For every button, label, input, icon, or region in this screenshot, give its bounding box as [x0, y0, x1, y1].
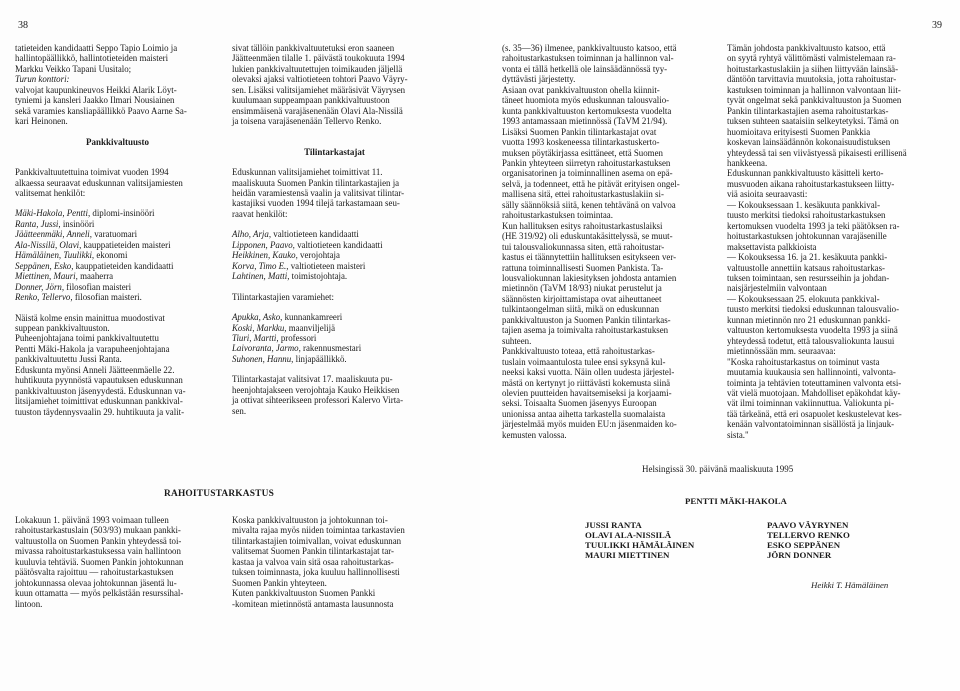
- text-line: päätösvalta rajoittuu — rahoitustarkastuksen: [15, 567, 174, 578]
- auditor-line: [232, 271, 437, 281]
- closing-line: pankkivaltuuston jäsenyydestä. Eduskunnan va-: [15, 385, 186, 396]
- left-column-1: [15, 43, 220, 417]
- text-line: kunta pankkivaltuuston kertomuksesta vuodelta: [502, 105, 672, 116]
- closing-line: heenjohtajakseen verojohtaja Kauko Heikkisen: [232, 384, 400, 395]
- person-title: professori: [278, 332, 317, 343]
- text-line: kastaa ja valvoa vain sitä osaa rahoitustarkas-: [232, 556, 394, 567]
- spacer: [232, 157, 437, 167]
- text-line: tilintarkastajien toimivallan, voivat eduskunnan: [232, 535, 402, 546]
- text-line: kertomuksen vuodelta 1993 ja teki päätöksen ra-: [727, 220, 900, 231]
- text-line: säännösten kirjoittamistapa ovat aiheuttaneet: [502, 293, 662, 304]
- body-line: maaliskuuta Suomen Pankin tilintarkastajien ja: [232, 177, 400, 188]
- text-line: mallisena sitä, ettei rahoitustarkastuslakiin si-: [502, 189, 664, 200]
- person-name: Alho, Arja,: [232, 229, 272, 240]
- member-line: [15, 282, 220, 292]
- text-line: hoitustarkastuslakiin ja siihen liittyvään lainsää-: [727, 63, 899, 74]
- spacer: [232, 302, 437, 312]
- auditor-line: [232, 261, 437, 271]
- countersignature: Heikki T. Hämäläinen: [811, 580, 889, 590]
- text-line: tuusto merkitsi tiedoksi eduskunnan talousvalio-: [727, 304, 900, 315]
- member-line: [15, 240, 220, 250]
- text-line: valtuustolla on Suomen Pankin yhteydessä toi-: [15, 535, 182, 546]
- text-line: tuslain voimaantulosta tulee ensi syksynä kul-: [502, 356, 666, 367]
- text-line: mietinnön (TaVM 18/93) niukat perustelut ja: [502, 283, 662, 294]
- text-line: pankkivaltuuston ja Suomen Pankin tilintarkas-: [502, 314, 671, 325]
- text-line: tajien asema ja toimivalta rahoitustarkastuksen: [502, 325, 669, 336]
- text-line: Asiaan ovat pankkivaltuuston ohella kiinnit-: [502, 84, 660, 95]
- turun-label: Turun konttori:: [15, 74, 70, 85]
- text-line: Suomen Pankin yhteyteen.: [232, 577, 327, 588]
- member-line: [15, 261, 220, 271]
- text-line: olevaksi ajaksi valtiotieteen tohtori Paavo Väyry-: [232, 74, 408, 85]
- text-line: 1993 antamassaan mietinnössä (TaVM 21/94).: [502, 116, 668, 127]
- deputy-line: [232, 354, 437, 364]
- signer-name: ESKO SEPPÄNEN: [767, 540, 841, 550]
- text-line: Lokakuun 1. päivänä 1993 voimaan tulleen: [15, 515, 169, 525]
- heading-pankkivaltuusto: Pankkivaltuusto: [85, 136, 150, 147]
- text-line: rattuna toiminnallisesti Suomen Pankista. Ta-: [502, 262, 664, 273]
- signer-name: PAAVO VÄYRYNEN: [767, 520, 849, 530]
- intro-line: hallintopäällikkö, hallintotieteiden maisteri: [15, 53, 169, 64]
- person-title: filosofian maisteri.: [72, 292, 142, 303]
- spacer: [232, 282, 437, 292]
- signature-chair: PENTTI MÄKI-HAKOLA: [685, 496, 787, 506]
- text-line: tuksen toimintaan, sen resursseihin ja johdan-: [727, 272, 890, 283]
- text-line: seksi. Toisaalta Suomen jäsenyys Euroopan: [502, 398, 657, 409]
- text-line: kastus ei täännytettiin hallituksen esitykseen ver-: [502, 252, 677, 263]
- text-line: -komitean mietinnöstä antamasta lausunnosta: [232, 598, 394, 609]
- person-title: toimistojohtaja.: [289, 271, 348, 282]
- text-line: hoitustarkastuksen johtokunnan varajäsenille: [727, 231, 887, 242]
- turun-line: tyniemi ja kansleri Jaakko Ilmari Nousiainen: [15, 95, 175, 106]
- text-line: rahoitustarkastuksen toimintaa.: [502, 210, 613, 221]
- person-name: Seppänen, Esko,: [15, 260, 74, 271]
- text-line: yhteydessä tai sen viivästyessä pikaisesti erillisenä: [727, 147, 907, 158]
- closing-line: sen.: [232, 405, 247, 416]
- text-line: dyttävästi järjestetty.: [502, 74, 576, 85]
- text-line: kuulumaan suppeampaan pankkivaltuustoon: [232, 95, 390, 106]
- closing-line: Pentti Mäki-Hakola ja varapuheenjohtajana: [15, 343, 170, 354]
- member-line: [15, 208, 220, 218]
- member-line: [15, 229, 220, 239]
- closing-line: Puheenjohtajana toimi pankkivaltuutettu: [15, 333, 159, 344]
- closing-line: tuuston täydennysvaalin 29. huhtikuuta ja valit-: [15, 406, 185, 417]
- signers-left-group: [585, 520, 694, 560]
- turun-line: kari Heinonen.: [15, 116, 68, 127]
- spacer: [232, 364, 437, 374]
- person-title: kunnankamreeri: [282, 312, 343, 323]
- text-line: tää tärkeänä, että eri osapuolet keskustelevat kes-: [727, 408, 902, 419]
- person-title: maanviljelijä: [286, 322, 336, 333]
- person-name: Mäki-Hakola, Pentti,: [15, 208, 91, 219]
- text-line: rahoitustarkastuksen toiminnan ja hallinnon val-: [502, 53, 674, 64]
- text-line: sivat tällöin pankkivaltuutetuksi eron saaneen: [232, 43, 395, 53]
- auditor-line: [232, 229, 437, 239]
- person-name: Jäätteenmäki, Anneli,: [15, 229, 92, 240]
- body-line: raavat henkilöt:: [232, 208, 288, 219]
- text-line: suhteen.: [502, 335, 532, 346]
- text-line: on syytä ryhtyä välittömästi valmistelemaan ra-: [727, 53, 896, 64]
- text-line: — Kokouksessaan 25. elokuuta pankkival-: [727, 293, 880, 304]
- text-line: muksen pöytäkirjassa esittäneet, että Suomen: [502, 147, 663, 158]
- text-line: neeksi kaksi vuotta. Näin ollen uudesta järjestel-: [502, 367, 675, 378]
- text-line: naisjärjestelmiin valvontaan: [727, 283, 827, 294]
- person-name: Lipponen, Paavo,: [232, 239, 295, 250]
- member-line: [15, 292, 220, 302]
- text-line: viä asioita seuraavasti:: [727, 189, 808, 200]
- signer-name: MAURI MIETTINEN: [585, 550, 670, 560]
- spacer: [15, 303, 220, 313]
- text-line: sista.": [727, 429, 749, 440]
- text-line: däntöön tarvittavia muutoksia, jotta rahoitustar-: [727, 74, 897, 85]
- spacer: [232, 219, 437, 229]
- text-line: hankkeena.: [727, 157, 768, 168]
- person-title: maaherra: [77, 271, 114, 282]
- text-line: Tämän johdosta pankkivaltuusto katsoo, että: [727, 43, 886, 53]
- person-title: varatuomari: [91, 229, 138, 240]
- spacer: [232, 127, 437, 147]
- person-name: Suhonen, Hannu,: [232, 353, 294, 364]
- closing-line: Näistä kolme ensin mainittua muodostivat: [15, 312, 165, 323]
- person-name: Miettinen, Mauri,: [15, 271, 78, 282]
- person-name: Hämäläinen, Tuulikki,: [15, 250, 95, 261]
- text-line: Pankkivaltuusto toteaa, että rahoitustarkas-: [502, 346, 655, 357]
- text-line: mivassa rahoitustarkastuksessa vain hallintoon: [15, 546, 181, 557]
- person-title: kauppatieteiden kandidaatti: [73, 260, 174, 271]
- text-line: kemusten valossa.: [502, 429, 567, 440]
- text-line: lukien pankkivaltuutettujen toimikauden jäljellä: [232, 63, 403, 74]
- text-line: sen. Lisäksi valitsijamiehet määräsivät Väyrysen: [232, 84, 406, 95]
- person-name: Koski, Markku,: [232, 322, 287, 333]
- text-line: valtuuston kertomuksesta vuodelta 1993 ja siinä: [727, 325, 898, 336]
- closing-line: pankkivaltuutettu Jussi Ranta.: [15, 354, 122, 365]
- text-line: muutamia kuukausia sen hallinnointi, valvonta-: [727, 367, 896, 378]
- person-name: Heikkinen, Kauko,: [232, 250, 298, 261]
- text-line: maksettavista palkkioista: [727, 241, 817, 252]
- person-name: Tiuri, Martti,: [232, 332, 279, 343]
- text-line: toiminta ja tehtävien toteuttaminen valvonta etsi-: [727, 377, 902, 388]
- closing-line: Tilintarkastajat valitsivat 17. maaliskuuta pu-: [232, 374, 393, 385]
- right-column-2: [727, 43, 937, 440]
- person-title: kauppatieteiden maisteri: [81, 239, 171, 250]
- person-name: Renko, Tellervo,: [15, 292, 73, 303]
- signer-name: TELLERVO RENKO: [767, 530, 850, 540]
- text-line: valtuustolle annettiin katsaus rahoitustarkas-: [727, 262, 885, 273]
- text-line: tuksen suhteen saataisiin selkeytetyksi. Tämä on: [727, 116, 899, 127]
- signer-name: JUSSI RANTA: [585, 520, 642, 530]
- auditor-line: [232, 240, 437, 250]
- body-line: Pankkivaltuutettuina toimivat vuoden 1994: [15, 167, 169, 178]
- text-line: mietinnössään mm. seuraavaa:: [727, 346, 836, 357]
- text-line: tui talousvaliokunnassa siten, että rahoitustar-: [502, 241, 665, 252]
- person-name: Apukka, Asko,: [232, 312, 283, 323]
- text-line: (HE 319/92) oli eduskuntakäsittelyssä, se muut-: [502, 231, 673, 242]
- closing-line: litsijamiehet toimittivat eduskunnan pankkival-: [15, 396, 183, 407]
- person-title: diplomi-insinööri: [90, 208, 155, 219]
- text-line: järjestelmää myös muiden EU:n jäsenmaiden ko-: [502, 419, 677, 430]
- closing-line: Eduskunta myönsi Anneli Jäätteenmäelle 22.: [15, 364, 175, 375]
- text-line: kunnan mietinnön nro 21 eduskunnan pankki-: [727, 314, 891, 325]
- section-heading-rahoitustarkastus: RAHOITUSTARKASTUS: [164, 489, 275, 499]
- deputy-line: [232, 333, 437, 343]
- text-line: Pankin yhteyteen siirretyn rahoitustarkastuksen: [502, 157, 671, 168]
- text-line: tuusto merkitsi tiedoksi rahoitustarkastuksen: [727, 210, 886, 221]
- left-bottom-column-2: [232, 515, 437, 609]
- body-line: heidän varamiestensä vaalin ja valitsivat tilintar-: [232, 187, 405, 198]
- deputy-line: [232, 312, 437, 322]
- person-name: Lahtinen, Matti,: [232, 271, 290, 282]
- text-line: vät ilmi toiminnan vakiinnuttua. Valiokunta pi-: [727, 398, 894, 409]
- person-name: Laivoranta, Jarmo,: [232, 343, 301, 354]
- page-number-left: 38: [18, 20, 28, 31]
- deputy-line: [232, 323, 437, 333]
- text-line: johtokunnassa olevaa johtokunnan jäsentä lu-: [15, 577, 177, 588]
- person-name: Ala-Nissilä, Olavi,: [15, 239, 82, 250]
- deputy-line: [232, 343, 437, 353]
- text-line: täneet huomiota myös eduskunnan talousvalio-: [502, 95, 670, 106]
- text-line: sälly säännöksiä siitä, kenen tehtävänä on valvoa: [502, 199, 676, 210]
- person-title: rakennusmestari: [300, 343, 362, 354]
- text-line: vonta ei tällä hetkellä ole lainsäädännössä tyy-: [502, 63, 668, 74]
- person-name: Donner, Jörn,: [15, 281, 65, 292]
- right-page: [480, 0, 960, 691]
- signer-name: TUULIKKI HÄMÄLÄINEN: [585, 540, 695, 550]
- page-number-right: 39: [932, 20, 942, 31]
- text-line: ja toisena varajäsenenään Tellervo Renko.: [232, 116, 382, 127]
- body-line: kastajiksi vuoden 1994 tilejä tarkastamaan seu-: [232, 198, 400, 209]
- heading-tilintarkastajat: Tilintarkastajat: [304, 146, 365, 157]
- text-line: lousvaliokunnan lakiesityksen johdosta antamien: [502, 272, 677, 283]
- text-line: tyvät ongelmat sekä pankkivaltuuston ja Suomen: [727, 95, 902, 106]
- text-line: mästä on kertynyt jo riittävästi kokemusta siinä: [502, 377, 671, 388]
- text-line: yhteydessä todetut, että talousvaliokunta lausui: [727, 335, 895, 346]
- person-title: insinööri: [60, 218, 95, 229]
- person-name: Korva, Timo E.,: [232, 260, 289, 271]
- deputies-intro: Tilintarkastajien varamiehet:: [232, 291, 334, 302]
- left-column-2: [232, 43, 437, 416]
- member-line: [15, 250, 220, 260]
- member-line: [15, 219, 220, 229]
- auditor-line: [232, 250, 437, 260]
- person-title: ekonomi: [94, 250, 128, 261]
- text-line: Jäätteenmäen tilalle 1. päivästä toukokuuta 1994: [232, 53, 405, 64]
- text-line: tulkintaongelman siitä, mikä on eduskunnan: [502, 304, 660, 315]
- text-line: kastuksen toiminnan ja hallinnon valvontaan liit-: [727, 84, 901, 95]
- text-line: vuotta 1993 koskeneessa tilintarkastuskerto-: [502, 137, 660, 148]
- text-line: lintoon.: [15, 598, 43, 609]
- member-line: [15, 271, 220, 281]
- turun-line: valvojat kaupunkineuvos Heikki Alarik Löyt-: [15, 84, 177, 95]
- text-line: tuksen toiminnasta, joka kuuluu hallinnollisesti: [232, 567, 400, 578]
- body-line: valitsemat henkilöt:: [15, 187, 86, 198]
- text-line: selvä, ja todenneet, että he pitävät erityisen ongel-: [502, 178, 680, 189]
- text-line: Pankin tilintarkastajien asema rahoitustarkas-: [727, 105, 889, 116]
- person-title: valtiotieteen kandidaatti: [294, 239, 383, 250]
- signature-place-date: Helsingissä 30. päivänä maaliskuuta 1995: [642, 464, 794, 474]
- spacer: [15, 147, 220, 167]
- text-line: kuun ottamatta — myös pelkästään resurssihal-: [15, 588, 184, 599]
- text-line: huomioitava erityisesti Suomen Pankkia: [727, 126, 871, 137]
- closing-line: ja ottivat sihteerikseen professori Kalervo Virta-: [232, 395, 404, 406]
- text-line: Lisäksi Suomen Pankin tilintarkastajat ovat: [502, 126, 657, 137]
- text-line: vät vielä muotojaan. Mahdolliset epäkohdat käy-: [727, 387, 901, 398]
- signers-right-group: [767, 520, 850, 560]
- intro-line: tatieteiden kandidaatti Seppo Tapio Loimio ja: [15, 43, 178, 53]
- text-line: — Kokouksessa 16. ja 21. kesäkuuta pankki-: [727, 252, 888, 263]
- body-line: Eduskunnan valitsijamiehet toimittivat 11.: [232, 167, 383, 178]
- text-line: (s. 35—36) ilmenee, pankkivaltuusto katsoo, että: [502, 43, 677, 53]
- text-line: musvuoden aikana rahoitustarkastukseen liitty-: [727, 178, 895, 189]
- spacer: [15, 127, 220, 137]
- body-line: alkaessa seuraavat eduskunnan valitsijamiesten: [15, 177, 183, 188]
- text-line: organisatorinen ja toiminnallinen asema on epä-: [502, 168, 673, 179]
- signer-name: JÖRN DONNER: [767, 550, 832, 560]
- text-line: koskevan lainsäädännön kokonaisuudistuksen: [727, 137, 891, 148]
- text-line: kuuluvia tehtäviä. Suomen Pankin johtokunnan: [15, 556, 184, 567]
- closing-line: suppean pankkivaltuuston.: [15, 322, 110, 333]
- text-line: olevien puutteiden havaitsemiseksi ja korjaami-: [502, 387, 672, 398]
- text-line: Koska pankkivaltuuston ja johtokunnan toi-: [232, 515, 388, 525]
- person-title: verojohtaja: [297, 250, 340, 261]
- text-line: Eduskunnan pankkivaltuusto käsitteli kerto-: [727, 168, 884, 179]
- person-title: valtiotieteen maisteri: [288, 260, 366, 271]
- text-line: "Koska rahoitustarkastus on toiminut vasta: [727, 356, 880, 367]
- text-line: — Kokouksessaan 1. kesäkuuta pankkival-: [727, 199, 881, 210]
- text-line: valitsemat Suomen Pankin tilintarkastajat tar-: [232, 546, 394, 557]
- turun-line: sekä varamies kansliapäällikkö Paavo Aarne Sa-: [15, 105, 187, 116]
- text-line: unionissa antaa aihetta tarkastella suomalaista: [502, 408, 666, 419]
- person-title: filosofian maisteri: [64, 281, 132, 292]
- intro-line: Markku Veikko Tapani Uusitalo;: [15, 63, 132, 74]
- signer-name: OLAVI ALA-NISSILÄ: [585, 530, 672, 540]
- text-line: Kun hallituksen esitys rahoitustarkastuslaiksi: [502, 220, 663, 231]
- closing-line: huhtikuuta pyynnöstä vapautuksen eduskunnan: [15, 375, 183, 386]
- text-line: Kuten pankkivaltuuston Suomen Pankki: [232, 588, 376, 599]
- text-line: ensimmäisenä varajäsenenään Olavi Ala-Nissilä: [232, 105, 403, 116]
- text-line: kenään valvontatoiminnan sisällöstä ja linjauk-: [727, 419, 895, 430]
- right-column-1: [502, 43, 712, 440]
- spacer: [15, 198, 220, 208]
- person-title: valtiotieteen kandidaatti: [271, 229, 359, 240]
- text-line: rahoitustarkastuslain (503/93) mukaan pankki-: [15, 525, 181, 536]
- text-line: mivalta rajaa myös niiden toimintaa tarkastavien: [232, 525, 405, 536]
- person-title: linjapäällikkö.: [293, 353, 347, 364]
- person-name: Ranta, Jussi,: [15, 218, 61, 229]
- left-bottom-column-1: [15, 515, 220, 609]
